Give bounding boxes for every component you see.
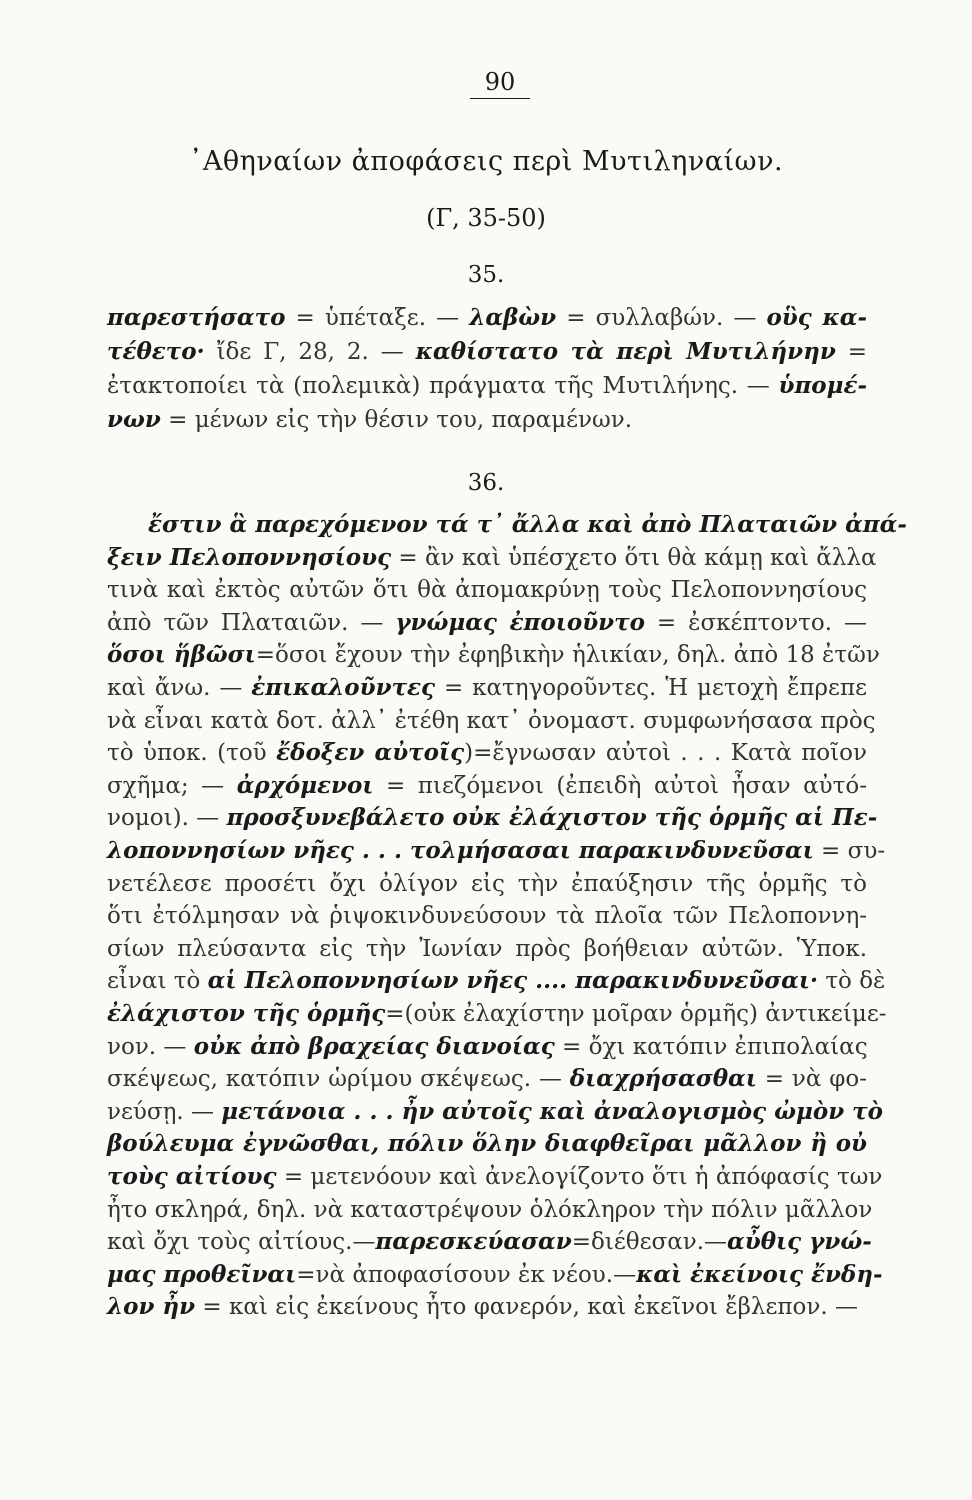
text-line — [107, 303, 867, 333]
text-line — [107, 371, 867, 401]
text-line — [107, 771, 867, 801]
text-line — [107, 1032, 867, 1062]
commentary-text: = συ- — [813, 838, 886, 864]
text-line — [107, 803, 878, 833]
commentary-text: σίων πλεύσαντα εἰς τὴν Ἰωνίαν πρὸς βοήθειαν αὐτῶν. Ὑποκ. — [107, 935, 867, 962]
text-line — [148, 510, 907, 540]
text-line — [107, 608, 867, 638]
section-number: 35. — [467, 262, 505, 288]
commentary-text: = ἂν καὶ ὑπέσχετο ὅτι θὰ κάμῃ καὶ ἄλλα — [391, 544, 877, 571]
commentary-text: εἶναι τὸ — [107, 968, 208, 995]
commentary-text: =διέθεσαν.— — [571, 1229, 728, 1256]
text-line — [107, 999, 887, 1029]
quoted-phrase: οὐκ ἀπὸ βραχείας διανοίας — [193, 1032, 555, 1060]
commentary-text: =ὅσοι ἔχουν τὴν ἐφηβικὴν ἡλικίαν, δηλ. ἀπὸ 18 ἐτῶν — [255, 642, 880, 669]
text-line — [107, 1064, 867, 1094]
commentary-text: ἦτο σκληρά, δηλ. νὰ καταστρέψουν ὁλόκληρον τὴν πόλιν μᾶλλον — [107, 1196, 873, 1223]
quoted-phrase: ὑπομέ- — [778, 372, 867, 399]
quoted-phrase: τοὺς αἰτίους — [107, 1163, 277, 1190]
quoted-phrase: λοποννησίων νῆες . . . τολμήσασαι παρακινδυνεῦσαι — [107, 837, 814, 864]
quoted-phrase: τέθετο· — [107, 338, 205, 365]
quoted-phrase: λαβὼν — [469, 304, 557, 331]
text-line — [107, 934, 867, 964]
commentary-text: σχῆμα; — — [107, 772, 237, 799]
commentary-text: = νὰ φο- — [756, 1066, 867, 1093]
commentary-text: = ὄχι κατόπιν ἐπιπολαίας — [554, 1033, 868, 1060]
quoted-phrase: ἔδοξεν αὐτοῖς — [276, 739, 465, 767]
text-line — [107, 1195, 873, 1225]
commentary-text: νον. — — [107, 1033, 194, 1060]
quoted-phrase: ἀρχόμενοι — [236, 771, 374, 799]
text-line — [107, 706, 876, 736]
quoted-phrase: διαχρήσασθαι — [569, 1065, 757, 1093]
quoted-phrase: καθίστατο τὰ περὶ Μυτιλήνην — [415, 338, 836, 365]
commentary-text: = μετενόουν καὶ ἀνελογίζοντο ὅτι ἡ ἀπόφασίς των — [276, 1164, 883, 1190]
quoted-phrase: προσξυνεβάλετο οὐκ ἐλάχιστον τῆς ὁρμῆς αἱ Πε- — [226, 804, 878, 832]
commentary-text: = συλλαβών. — — [556, 305, 767, 331]
quoted-phrase: ξειν Πελοποννησίους — [107, 543, 392, 571]
text-line — [107, 575, 867, 605]
commentary-text: = μένων εἰς τὴν θέσιν του, παραμένων. — [160, 407, 633, 433]
commentary-text: ὅτι ἐτόλμησαν νὰ ῥιψοκινδυνεύσουν τὰ πλοῖα τῶν Πελοποννη- — [107, 903, 867, 930]
section-number: 36. — [467, 470, 505, 496]
quoted-phrase: μετάνοια . . . ἦν αὐτοῖς καὶ ἀναλογισμὸς ὠμὸν τὸ — [221, 1097, 883, 1125]
quoted-phrase: ὅσοι ἥβῶσι — [107, 641, 256, 669]
quoted-phrase: μας προθεῖναι — [107, 1260, 297, 1288]
quoted-phrase: νων — [107, 406, 161, 433]
commentary-text: καὶ ὄχι τοὺς αἰτίους.— — [107, 1229, 376, 1256]
text-line — [107, 1260, 883, 1290]
quoted-phrase: ἐλάχιστον τῆς ὁρμῆς — [107, 1000, 386, 1027]
text-line — [107, 869, 867, 899]
commentary-text: τινὰ καὶ ἐκτὸς αὐτῶν ὅτι θὰ ἀπομακρύνῃ τοὺς Πελοποννησίους — [107, 577, 867, 604]
text-line — [107, 1129, 867, 1159]
commentary-text: νετέλεσε προσέτι ὄχι ὀλίγον εἰς τὴν ἐπαύξησιν τῆς ὁρμῆς τὸ — [107, 870, 867, 897]
text-line — [107, 1227, 872, 1257]
commentary-text: ἐτακτοποίει τὰ (πολεμικὰ) πράγματα τῆς Μυτιλήνης. — — [107, 373, 779, 399]
commentary-text: νὰ εἶναι κατὰ δοτ. ἀλλ᾿ ἐτέθη κατ᾿ ὀνομαστ. συμφωνήσασα πρὸς — [107, 707, 876, 734]
quoted-phrase: παρεσκεύασαν — [375, 1228, 572, 1256]
commentary-text: = πιεζόμενοι (ἐπειδὴ αὐτοὶ ἦσαν αὐτό- — [373, 772, 867, 799]
commentary-text: τὸ ὑποκ. (τοῦ — [107, 740, 277, 767]
commentary-text: σκέψεως, κατόπιν ὡρίμου σκέψεως. — — [107, 1066, 570, 1093]
commentary-text: = κατηγοροῦντες. Ἡ μετοχὴ ἔπρεπε — [435, 675, 868, 701]
quoted-phrase: αἱ Πελοποννησίων νῆες .... παρακινδυνεῦσαι· — [207, 967, 819, 995]
quoted-phrase: λον ἦν — [107, 1293, 196, 1321]
commentary-text: )=ἔγνωσαν αὐτοὶ . . . Κατὰ ποῖον — [464, 740, 868, 767]
text-line — [107, 1292, 867, 1322]
quoted-phrase: αὖθις γνώ- — [727, 1228, 872, 1256]
commentary-text: =(οὐκ ἐλαχίστην μοῖραν ὁρμῆς) ἀντικείμε- — [385, 1001, 887, 1027]
quoted-phrase: οὓς κα- — [766, 304, 867, 331]
text-line — [107, 966, 886, 996]
commentary-text: ἀπὸ τῶν Πλαταιῶν. — — [107, 609, 396, 636]
text-line — [107, 1097, 883, 1127]
text-line — [107, 543, 877, 573]
commentary-text: =νὰ ἀποφασίσουν ἐκ νέου.— — [296, 1261, 637, 1288]
quoted-phrase: ἐπικαλοῦντες — [251, 674, 436, 701]
text-line — [107, 673, 867, 703]
commentary-text: = καὶ εἰς ἐκείνους ἦτο φανερόν, καὶ ἐκεῖνοι ἔβλεπον. — — [195, 1294, 858, 1321]
commentary-text: νεύσῃ. — — [107, 1098, 222, 1125]
commentary-text: νομοι). — — [107, 805, 227, 832]
commentary-text: τὸ δὲ — [818, 968, 886, 995]
page-number: 90 — [470, 68, 530, 99]
commentary-text: = — [835, 339, 867, 365]
quoted-phrase: γνώμας ἐποιοῦντο — [395, 608, 645, 636]
text-line — [107, 337, 867, 367]
quoted-phrase: καὶ ἐκείνοις ἔνδη- — [636, 1260, 883, 1288]
text-line — [107, 640, 880, 670]
commentary-text: = ὑπέταξε. — — [285, 305, 470, 331]
quoted-phrase: παρεστήσατο — [107, 304, 286, 331]
text-line — [107, 836, 886, 866]
commentary-text: = ἐσκέπτοντο. — — [644, 609, 867, 636]
quoted-phrase: ἔστιν ἃ παρεχόμενον τά τ᾿ ἄλλα καὶ ἀπὸ Πλαταιῶν ἀπά- — [148, 511, 907, 538]
commentary-text: καὶ ἄνω. — — [107, 675, 252, 701]
quoted-phrase: βούλευμα ἐγνῶσθαι, πόλιν ὅλην διαφθεῖραι μᾶλλον ἢ οὐ — [107, 1130, 867, 1158]
text-line — [107, 405, 867, 435]
chapter-subtitle: (Γ, 35-50) — [426, 204, 546, 232]
text-line — [107, 901, 867, 931]
text-line — [107, 738, 867, 768]
chapter-title: ᾿Αθηναίων ἀποφάσεις περὶ Μυτιληναίων. — [188, 146, 784, 177]
commentary-text: ἴδε Γ, 28, 2. — — [204, 339, 416, 365]
text-line — [107, 1162, 883, 1192]
